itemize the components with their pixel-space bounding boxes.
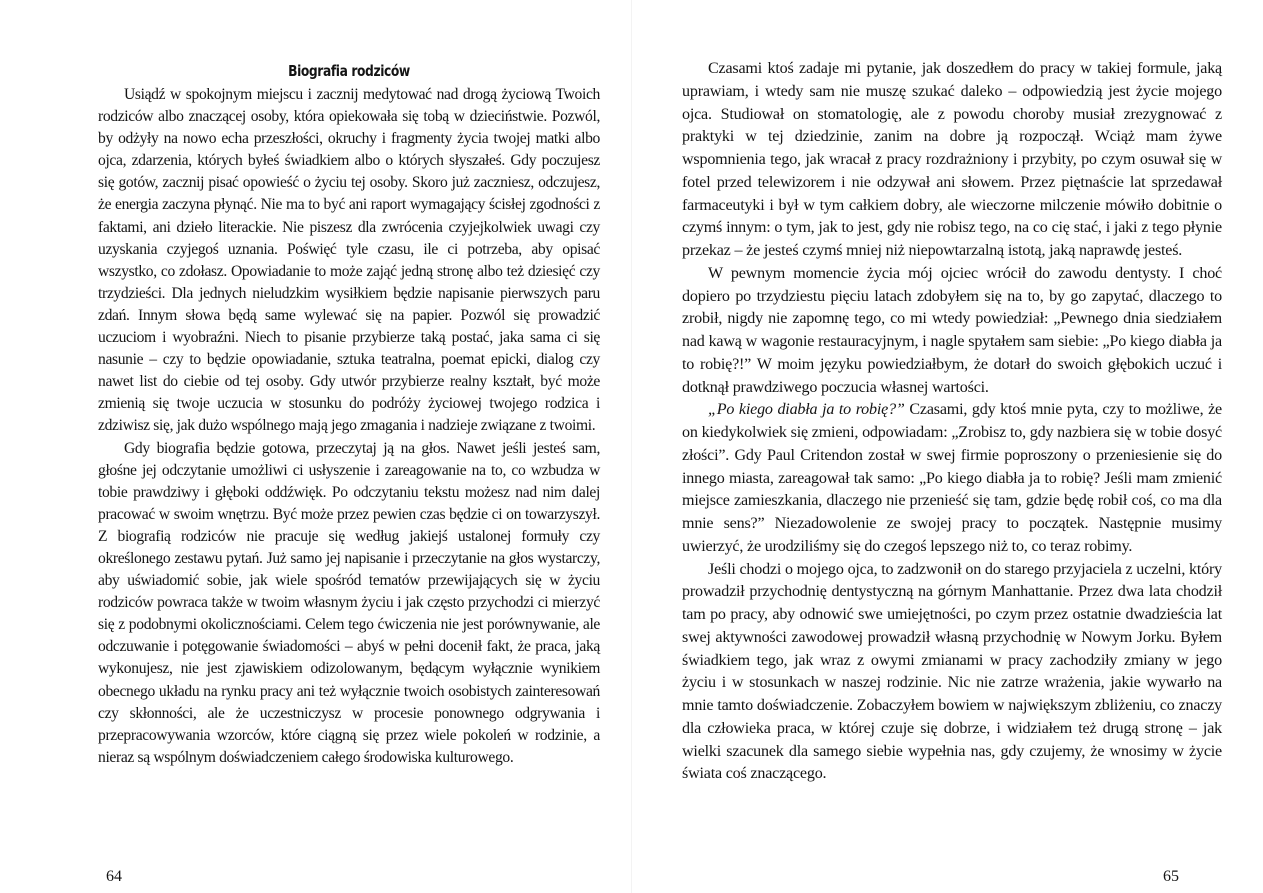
right-paragraph-4: Jeśli chodzi o mojego ojca, to zadzwonił on do starego przyjaciela z uczelni, który prowadził przychodnię dentystyczną na górnym Manhattanie. Przez dwa lata chodził tam po pracy, aby odnowić swe umiejętności, po czym przez ostatnie dwadzieścia lat swej aktywności zawodowej prowadził własną przychodnię w Nowym Jorku. Byłem świadkiem tego, jak wraz z owymi zmianami w pracy zachodziły zmiany w jego życiu i w stosunkach w naszej rodzinie. Nic nie zatrze wrażenia, jakie wywarło na mnie tamto doświadczenie. Zobaczyłem bowiem w największym zbliżeniu, co znaczy dla człowieka praca, w której czuje się dobrze, i widziałem też drugą stronę – jak wielki szacunek dla samego siebie wypełnia nas, gdy czujemy, że wnosimy w życie świata coś znaczącego. — [682, 560, 1222, 783]
right-paragraph-2: W pewnym momencie życia mój ojciec wrócił do zawodu dentysty. I choć dopiero po trzydziestu pięciu latach zdobyłem się na to, by go zapytać, dlaczego to zrobił, nigdy nie zapomnę tego, co mi wtedy powiedział: „Pewnego dnia siedziałem nad kawą w wagonie restauracyjnym, i nagle spytałem sam siebie: „Po kiego diabła ja to robię?!” W moim języku powiedziałbym, że dotarł do swoich głębokich uczuć i dotknął prawdziwego poczucia własnej wartości. — [682, 264, 1222, 396]
right-page — [632, 0, 1263, 893]
right-text-column — [682, 58, 1222, 786]
left-text-column — [98, 58, 600, 769]
section-title: Biografia rodziców — [288, 62, 410, 80]
page-number-right: 65 — [1163, 868, 1179, 885]
left-paragraph-2: Gdy biografia będzie gotowa, przeczytaj ją na głos. Nawet jeśli jesteś sam, głośne jej odczytanie umożliwi ci usłyszenie i zareagowanie na to, co wzbudza w tobie prawdziwy i głęboki oddźwięk. Po odczytaniu tekstu możesz nad nim dalej pracować w swoim wnętrzu. Być może przez pewien czas będzie ci on towarzyszył. Z biografią rodziców nie pracuje się według jakiejś ustalonej formuły czy określonego zestawu pytań. Już samo jej napisanie i przeczytanie na głos wystarczy, aby uświadomić sobie, jak wiele spośród tematów przewijających się w życiu rodziców powraca także w twoim własnym życiu i jak często przychodzi ci mierzyć się z podobnymi okolicznościami. Celem tego ćwiczenia nie jest porównywanie, ale odczuwanie i potęgowanie świadomości – abyś w pełni docenił fakt, że praca, jaką wykonujesz, nie jest zjawiskiem odizolowanym, będącym wyłącznie wynikiem obecnego układu na rynku pracy ani też wyłącznie twoich osobistych zainteresowań czy skłonności, ale że uczestniczysz w procesie ponownego odgrywania i przepracowywania wzorców, które ciągną się przez wiele pokoleń w rodzinie, a nieraz są wspólnym doświadczeniem całego środowiska kulturowego. — [98, 439, 600, 766]
right-paragraph-3 — [682, 399, 1222, 558]
left-paragraph-1: Usiądź w spokojnym miejscu i zacznij medytować nad drogą życiową Twoich rodziców albo znaczącej osoby, która opiekowała się tobą w dzieciństwie. Pozwól, by odżyły na nowo echa przeszłości, okruchy i fragmenty życia twojej matki albo ojca, zdarzenia, których byłeś świadkiem albo o których słyszałeś. Gdy poczujesz się gotów, zacznij pisać opowieść o życiu tej osoby. Skoro już zaczniesz, odczujesz, że energia zaczyna płynąć. Nie ma to być ani raport wymagający ścisłej zgodności z faktami, ani dzieło literackie. Nie piszesz dla zwrócenia czyjejkolwiek uwagi czy uzyskania czyjegoś uznania. Poświęć tyle czasu, ile ci potrzeba, aby opisać wszystko, co zdołasz. Opowiadanie to może zająć jedną stronę albo też dziesięć czy trzydzieści. Dla jednych nieludzkim wysiłkiem będzie napisanie pierwszych paru zdań. Innym słowa będą same wylewać się na papier. Pozwól się prowadzić uczuciom i wyobraźni. Niech to pisanie przybierze taką postać, jaka sama ci się nasunie – czy to będzie opowiadanie, sztuka teatralna, poemat epicki, dialog czy nawet list do ciebie od tej osoby. Gdy utwór przybierze realny kształt, być może zmienią się twoje uczucia w stosunku do podróży życiowej twojego rodzica i zdziwisz się, jak dużo wspólnego mają jego zmagania i nadzieje związane z twoimi. — [98, 86, 600, 435]
right-paragraph-1: Czasami ktoś zadaje mi pytanie, jak doszedłem do pracy w takiej formule, jaką uprawiam, i wtedy sam nie muszę szukać daleko – odpowiedzią jest życie mojego ojca. Studiował on stomatologię, ale z powodu choroby musiał zrezygnować z praktyki w tej dziedzinie, zanim na dobre ją rozpoczął. Wciąż mam żywe wspomnienia tego, jak wracał z pracy rozdrażniony i przybity, po czym osuwał się w fotel przed telewizorem i nie odzywał ani słowem. Przez piętnaście lat sprzedawał farmaceutyki i był w tym całkiem dobry, ale wieczorne milczenie mówiło dobitnie o czymś innym: o tym, jak to jest, gdy nie robisz tego, na co cię stać, i jaki z tego płynie przekaz – że jesteś czymś mniej niż niepowtarzalną istotą, jaką naprawdę jesteś. — [682, 60, 1222, 259]
italic-quote: „Po kiego diabła ja to robię?” — [708, 401, 905, 419]
paragraph-3-text: Czasami, gdy ktoś mnie pyta, czy to możliwe, że on kiedykolwiek się zmieni, odpowiadam: „Zrobisz to, gdy nazbiera się w tobie dosyć złości”. Gdy Paul Critendon został w swej firmie poproszony o przeniesienie się do innego miasta, zareagował tak samo: „Po kiego diabła ja to robię? Jeśli mam zmienić miejsce zamieszkania, dlaczego nie przenieść się tam, gdzie będę robił coś, co ma dla mnie sens?” Niezadowolenie ze swojej pracy to początek. Następnie musimy uwierzyć, że urodziliśmy się do czegoś lepszego niż to, co teraz robimy. — [682, 401, 1222, 555]
page-number-left: 64 — [106, 868, 122, 885]
